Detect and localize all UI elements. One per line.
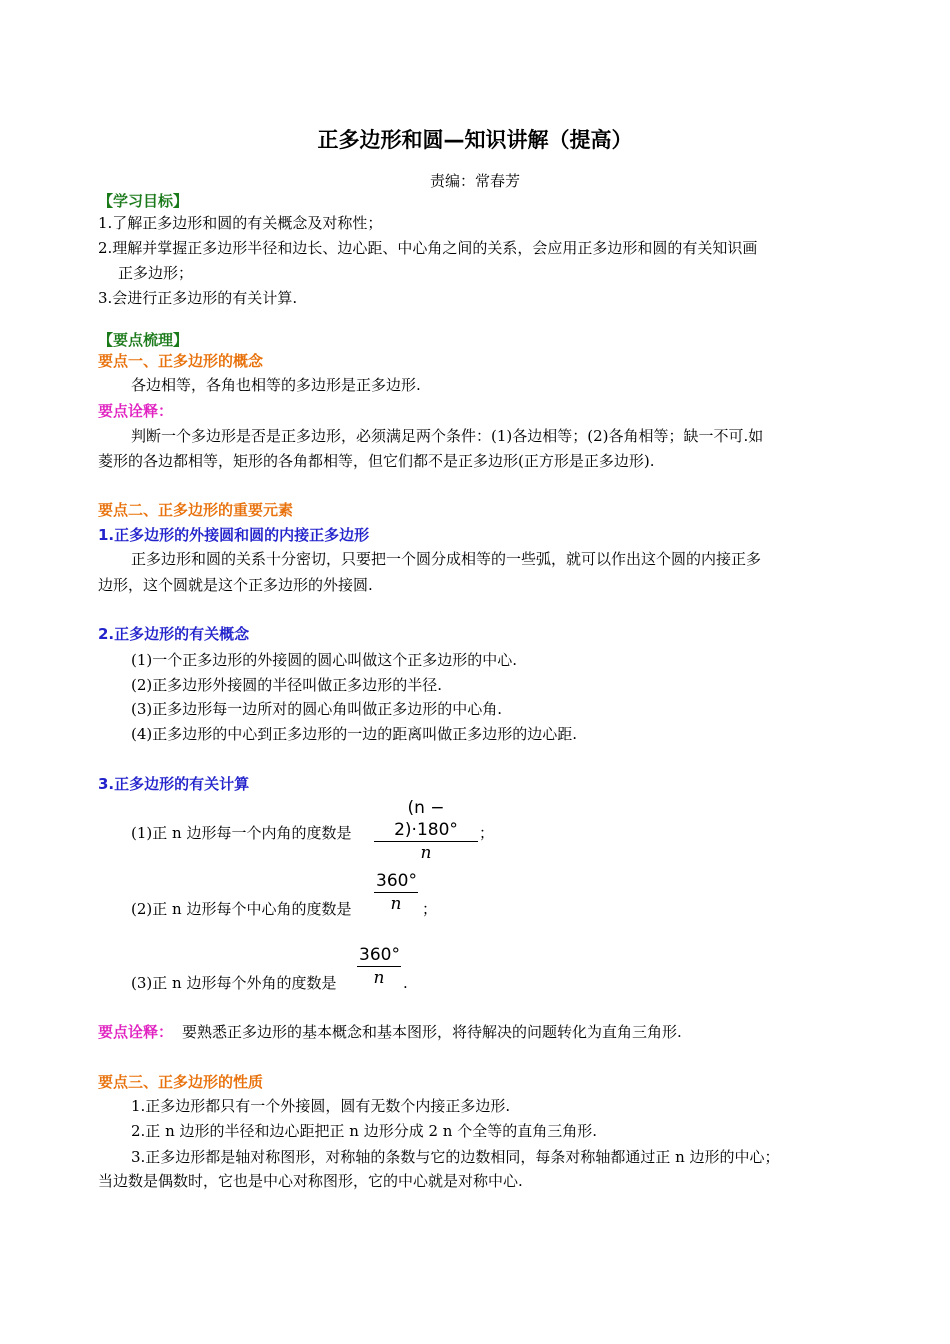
point1-note-line: 菱形的各边都相等，矩形的各角都相等，但它们都不是正多边形(正方形是正多边形). [98,452,655,470]
concept-item: (1)一个正多边形的外接圆的圆心叫做这个正多边形的中心. [131,651,518,669]
calc-exterior-angle: (3)正 n 边形每个外角的度数是 [131,974,337,992]
concept-item: (2)正多边形外接圆的半径叫做正多边形的半径. [131,676,443,694]
point2-sub3-heading: 3.正多边形的有关计算 [98,775,250,793]
editor-line: 责编：常春芳 [429,172,520,190]
point2-heading: 要点二、正多边形的重要元素 [98,501,294,519]
formula-interior-angle [374,797,478,864]
concept-item: (4)正多边形的中心到正多边形的一边的距离叫做正多边形的边心距. [131,725,578,743]
fraction-denominator: n [390,894,402,914]
property-item: 3.正多边形都是轴对称图形，对称轴的条数与它的边数相同，每条对称轴都通过正 n 边形的中心； [131,1148,780,1166]
fraction-numerator: 360° [376,871,417,891]
punctuation: . [403,974,408,992]
concept-item: (3)正多边形每一边所对的圆心角叫做正多边形的中心角. [131,700,503,718]
fraction-numerator: 360° [359,945,400,965]
page-title: 正多边形和圆—知识讲解（提高） [317,128,633,152]
point2-note-label: 要点诠释： [98,1023,174,1041]
point2-note-text: 要熟悉正多边形的基本概念和基本图形，将待解决的问题转化为直角三角形. [182,1023,682,1041]
fraction-denominator: n [373,968,385,988]
point2-sub1-line: 正多边形和圆的关系十分密切，只要把一个圆分成相等的一些弧，就可以作出这个圆的内接正多 [131,550,762,568]
punctuation: ； [422,900,438,918]
point2-sub1-line: 边形，这个圆就是这个正多边形的外接圆. [98,576,373,594]
goal-item: 2.理解并掌握正多边形半径和边长、边心距、中心角之间的关系，会应用正多边形和圆的有关知识画 [98,239,758,257]
property-item: 1.正多边形都只有一个外接圆，圆有无数个内接正多边形. [131,1097,511,1115]
property-item: 2.正 n 边形的半径和边心距把正 n 边形分成 2 n 个全等的直角三角形. [131,1122,597,1140]
property-item-continued: 当边数是偶数时，它也是中心对称图形，它的中心就是对称中心. [98,1172,523,1190]
point1-text: 各边相等，各角也相等的多边形是正多边形. [131,376,421,394]
goals-heading: 【学习目标】 [98,192,189,210]
formula-central-angle [374,870,418,915]
goal-item: 3.会进行正多边形的有关计算. [98,289,298,307]
point2-sub1-heading: 1.正多边形的外接圆和圆的内接正多边形 [98,526,370,544]
punctuation: ； [479,824,495,842]
point1-note-label: 要点诠释： [98,402,174,420]
point1-note-line: 判断一个多边形是否是正多边形，必须满足两个条件：(1)各边相等；(2)各角相等；缺一不可.如 [131,427,764,445]
point3-heading: 要点三、正多边形的性质 [98,1073,264,1091]
fraction-numerator: (n − 2)·180° [394,798,458,840]
goal-item: 1.了解正多边形和圆的有关概念及对称性； [98,214,383,232]
calc-central-angle: (2)正 n 边形每个中心角的度数是 [131,900,352,918]
point1-heading: 要点一、正多边形的概念 [98,352,264,370]
formula-exterior-angle [357,944,401,989]
summary-heading: 【要点梳理】 [98,331,189,349]
fraction-denominator: n [420,843,432,863]
goal-item: 正多边形； [118,264,194,282]
calc-interior-angle: (1)正 n 边形每一个内角的度数是 [131,824,352,842]
point2-sub2-heading: 2.正多边形的有关概念 [98,625,250,643]
